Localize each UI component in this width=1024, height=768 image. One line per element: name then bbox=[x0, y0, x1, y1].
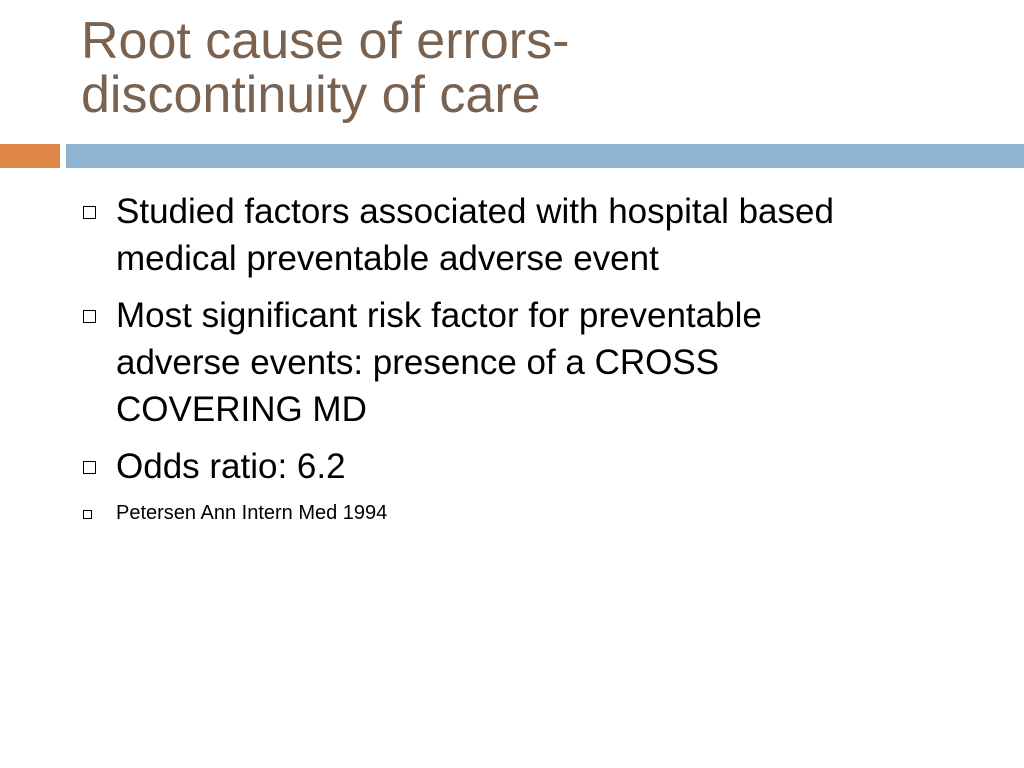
bullet-text bbox=[116, 292, 1000, 433]
bullet-item bbox=[80, 188, 1000, 282]
bullet-list bbox=[80, 188, 1000, 526]
hollow-square-icon bbox=[83, 461, 96, 474]
hollow-square-icon bbox=[83, 510, 92, 519]
title-accent-bar-orange bbox=[0, 144, 60, 168]
bullet-line: Odds ratio: 6.2 bbox=[116, 447, 346, 486]
citation-item bbox=[80, 500, 1000, 526]
bullet-text bbox=[116, 443, 1000, 490]
bullet-line: Studied factors associated with hospital based bbox=[116, 192, 834, 231]
citation-line: Petersen Ann Intern Med 1994 bbox=[116, 502, 388, 524]
bullet-text bbox=[116, 188, 1000, 282]
bullet-item bbox=[80, 292, 1000, 433]
bullet-item bbox=[80, 443, 1000, 490]
hollow-square-icon bbox=[83, 206, 96, 219]
title-accent-bar-blue bbox=[66, 144, 1024, 168]
title-line-1: Root cause of errors- bbox=[81, 12, 570, 70]
slide-title bbox=[81, 14, 1001, 122]
bullet-line: Most significant risk factor for preventable bbox=[116, 296, 762, 335]
bullet-line: COVERING MD bbox=[116, 390, 367, 429]
bullet-line: medical preventable adverse event bbox=[116, 239, 659, 278]
bullet-line: adverse events: presence of a CROSS bbox=[116, 343, 720, 382]
hollow-square-icon bbox=[83, 310, 96, 323]
citation-text bbox=[116, 500, 1000, 526]
title-line-2: discontinuity of care bbox=[81, 66, 541, 124]
